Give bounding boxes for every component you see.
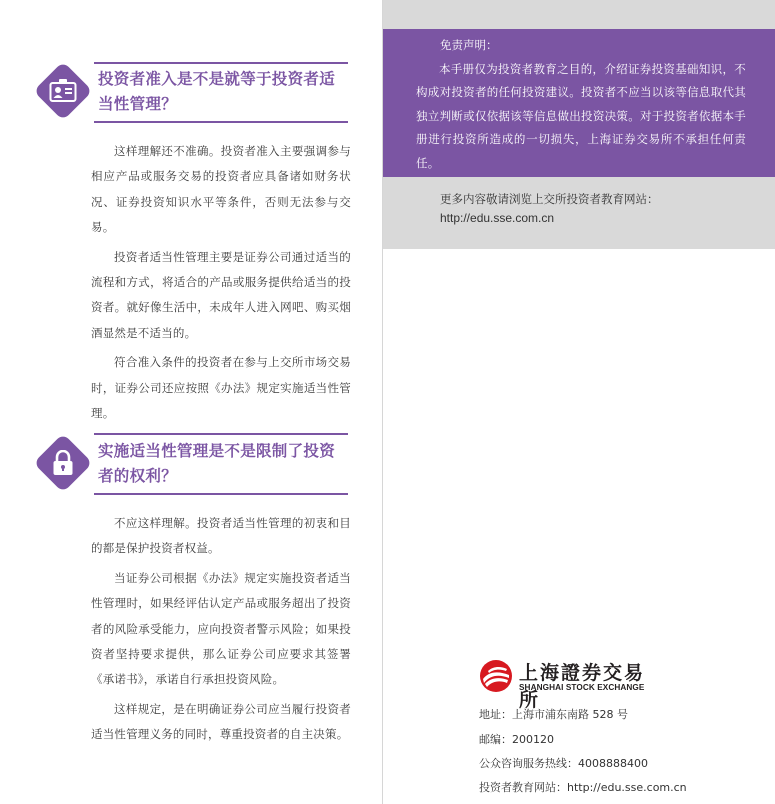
id-card-icon	[33, 61, 93, 121]
question-2-title: 实施适当性管理是不是限制了投资者的权利？	[98, 442, 336, 485]
top-gray-strip	[383, 0, 775, 29]
answer-paragraph: 符合准入条件的投资者在参与上交所市场交易时，证券公司还应按照《办法》规定实施适当性管理。	[91, 355, 351, 421]
question-1-title: 投资者准入是不是就等于投资者适当性管理？	[98, 70, 336, 113]
logo-chinese-name: 上海證券交易所	[519, 662, 646, 711]
disclaimer-panel	[383, 29, 775, 177]
more-info-text: 更多内容敬请浏览上交所投资者教育网站：	[440, 192, 659, 206]
question-2-answer	[91, 511, 351, 752]
answer-paragraph: 投资者适当性管理主要是证券公司通过适当的流程和方式，将适合的产品或服务提供给适当的投资者。就好像生活中，未成年人进入网吧、购买烟酒显然是不适当的。	[91, 249, 351, 340]
more-info-panel	[383, 177, 775, 249]
question-2-rule-top	[94, 433, 348, 435]
answer-paragraph: 这样规定，是在明确证券公司应当履行投资者适当性管理义务的同时，尊重投资者的自主决策。	[91, 701, 351, 742]
education-site-link[interactable]: http://edu.sse.com.cn	[440, 211, 555, 225]
contact-address: 地址：上海市浦东南路 528 号	[479, 708, 628, 721]
question-1-answer	[91, 139, 351, 430]
left-page	[0, 0, 382, 804]
contact-website: 投资者教育网站：http://edu.sse.com.cn	[479, 781, 687, 794]
question-2-rule-bottom	[94, 493, 348, 495]
contact-hotline: 公众咨询服务热线：4008888400	[479, 757, 648, 770]
disclaimer-text: 本手册仅为投资者教育之目的，介绍证券投资基础知识，不构成对投资者的任何投资建议。投资者不应当以该等信息取代其独立判断或仅依据该等信息做出投资决策。对于投资者依据本手册进行投资所造成的一切损失，上海证券交易所不承担任何责任。	[416, 62, 746, 170]
answer-paragraph: 这样理解还不准确。投资者准入主要强调参与相应产品或服务交易的投资者应具备诸如财务状况、证券投资知识水平等条件，否则无法参与交易。	[91, 144, 351, 235]
right-page	[383, 0, 775, 804]
logo-english-name: SHANGHAI STOCK EXCHANGE	[519, 683, 645, 692]
sse-emblem-icon	[479, 659, 513, 693]
contact-postcode: 邮编：200120	[479, 733, 554, 746]
answer-paragraph: 不应这样理解。投资者适当性管理的初衷和目的都是保护投资者权益。	[91, 516, 351, 556]
question-1-rule-bottom	[94, 121, 348, 123]
answer-paragraph: 当证券公司根据《办法》规定实施投资者适当性管理时，如果经评估认定产品或服务超出了投资者的风险承受能力，应向投资者警示风险；如果投资者坚持要求提供，那么证券公司应要求其签署《承诺书》，承诺自行承担投资风险。	[91, 570, 351, 687]
question-1-rule-top	[94, 62, 348, 64]
disclaimer-title: 免责声明：	[440, 38, 498, 52]
sse-logo	[479, 657, 649, 711]
lock-icon	[33, 433, 93, 493]
